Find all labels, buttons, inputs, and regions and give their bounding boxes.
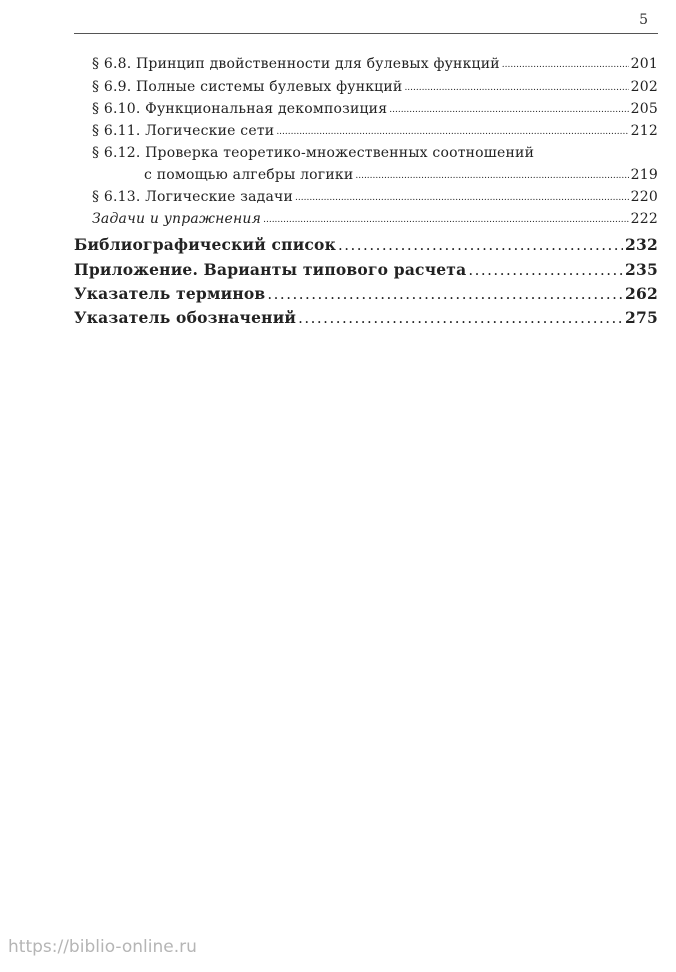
toc-section-page: 262 bbox=[625, 284, 658, 303]
toc-entry bbox=[92, 101, 658, 117]
dot-leader bbox=[355, 166, 628, 182]
toc-entry-page: 219 bbox=[630, 167, 658, 183]
source-watermark: https://biblio-online.ru bbox=[8, 937, 197, 957]
toc-entry bbox=[144, 167, 658, 183]
toc-section-title: Указатель терминов bbox=[74, 284, 266, 303]
toc-section-page: 275 bbox=[625, 308, 658, 327]
toc-section-page: 235 bbox=[625, 260, 658, 279]
dot-leader bbox=[276, 122, 628, 138]
dot-leader bbox=[389, 100, 628, 116]
toc-section bbox=[74, 260, 658, 279]
toc-entry-title-line2: с помощью алгебры логики bbox=[144, 167, 354, 183]
toc-section-title: Указатель обозначений bbox=[74, 308, 297, 327]
toc-entry-page: 202 bbox=[630, 79, 658, 95]
toc-section bbox=[74, 308, 658, 327]
toc-entry-title: § 6.8. Принцип двойственности для булевых функций bbox=[92, 56, 500, 72]
toc-entry-title: § 6.13. Логические задачи bbox=[92, 189, 294, 205]
toc-section-title: Приложение. Варианты типового расчета bbox=[74, 260, 467, 279]
toc-entry-page: 205 bbox=[630, 101, 658, 117]
toc-entry-page: 220 bbox=[630, 189, 658, 205]
toc-entry-title-line1: § 6.12. Проверка теоретико-множественных соотношений bbox=[92, 145, 535, 161]
header-rule bbox=[74, 33, 658, 34]
toc-section bbox=[74, 235, 658, 254]
toc-entry bbox=[92, 189, 658, 205]
toc-entry-page: 222 bbox=[630, 211, 658, 227]
toc-section-title: Библиографический список bbox=[74, 235, 336, 254]
toc-section bbox=[74, 284, 658, 303]
dot-leader bbox=[468, 260, 623, 279]
dot-leader bbox=[404, 78, 628, 94]
page-number: 5 bbox=[639, 12, 648, 28]
toc-entry-title: § 6.11. Логические сети bbox=[92, 123, 275, 139]
toc-entry-title: § 6.10. Функциональная декомпозиция bbox=[92, 101, 388, 117]
dot-leader bbox=[295, 188, 629, 204]
dot-leader bbox=[338, 235, 623, 254]
toc-entry bbox=[92, 123, 658, 139]
dot-leader bbox=[298, 308, 623, 327]
toc-entry-page: 212 bbox=[630, 123, 658, 139]
dot-leader bbox=[263, 210, 629, 226]
toc-section-page: 232 bbox=[625, 235, 658, 254]
dot-leader bbox=[267, 284, 623, 303]
dot-leader bbox=[502, 55, 629, 71]
toc-entry-page: 201 bbox=[630, 56, 658, 72]
toc-entry bbox=[92, 79, 658, 95]
toc-entry bbox=[92, 211, 658, 227]
toc-entry bbox=[92, 56, 658, 72]
toc-entry-title: Задачи и упражнения bbox=[92, 211, 262, 227]
toc-entry-title: § 6.9. Полные системы булевых функций bbox=[92, 79, 403, 95]
